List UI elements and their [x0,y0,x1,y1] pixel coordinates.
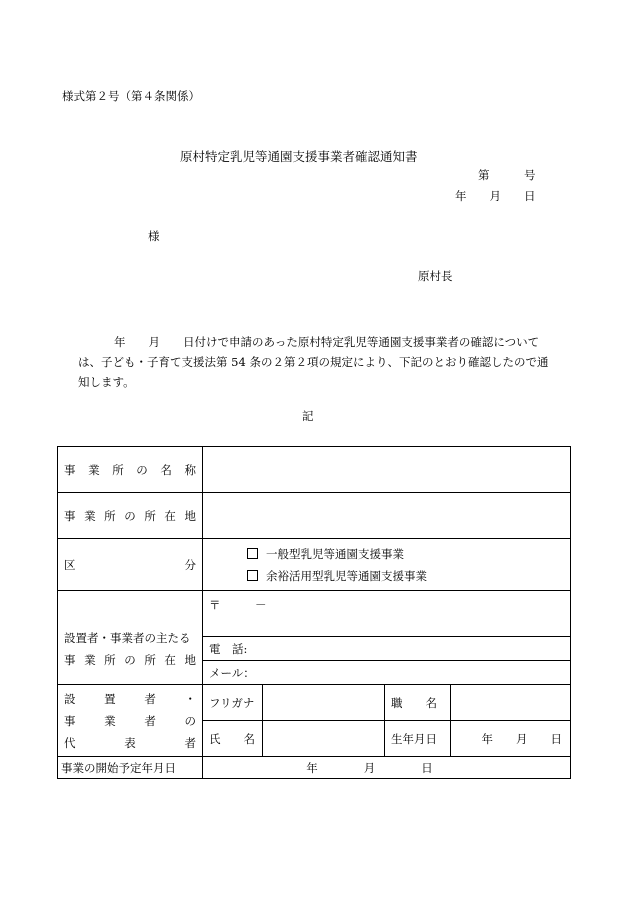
name-label: 氏 名 [203,721,263,757]
representative-label: 設置者・ 事業者の 代表者 [58,685,203,757]
document-title: 原村特定乳児等通園支援事業者確認通知書 [180,149,418,164]
checkbox-icon[interactable] [247,548,258,559]
email-field[interactable]: メール： [203,661,571,685]
ki-heading: 記 [302,409,314,423]
position-label: 職 名 [385,685,451,721]
furigana-label: フリガナ [203,685,263,721]
table-row [58,757,571,779]
postal-code-field[interactable]: 〒 － [203,591,571,637]
facility-name-value[interactable] [203,447,571,493]
operator-address-label: 設置者・事業者の主たる 事業所の所在地 [58,591,203,685]
name-value[interactable] [263,721,385,757]
dob-value[interactable]: 年 月 日 [451,721,571,757]
facility-address-value[interactable] [203,493,571,539]
facility-name-label: 事業所の名称 [58,447,203,493]
table-row [58,591,571,637]
category-option-surplus[interactable]: 余裕活用型乳児等通園支援事業 [247,565,564,587]
category-label: 区 分 [58,539,203,591]
start-date-value[interactable]: 年 月 日 [203,757,571,779]
table-row [58,539,571,591]
phone-field[interactable]: 電 話: [203,637,571,661]
document-number: 第 号 [478,168,536,182]
issuer-name: 原村長 [418,269,453,283]
category-option-general[interactable]: 一般型乳児等通園支援事業 [247,543,564,565]
table-row [58,685,571,721]
furigana-value[interactable] [263,685,385,721]
details-table [57,446,571,779]
issue-date: 年 月 日 [455,189,536,203]
form-number: 様式第２号（第４条関係） [62,89,200,103]
addressee-suffix: 様 [148,229,160,243]
category-options [203,539,571,591]
table-row [58,447,571,493]
start-date-label: 事業の開始予定年月日 [58,757,203,779]
facility-address-label: 事業所の所在地 [58,493,203,539]
notice-paragraph: 年 月 日付けで申請のあった原村特定乳児等通園支援事業者の確認については、子ども・子育て支援法第 54 条の２第２項の規定により、下記のとおり確認したので通知します。 [78,335,549,389]
checkbox-icon[interactable] [247,570,258,581]
table-row [58,493,571,539]
position-value[interactable] [451,685,571,721]
dob-label: 生年月日 [385,721,451,757]
